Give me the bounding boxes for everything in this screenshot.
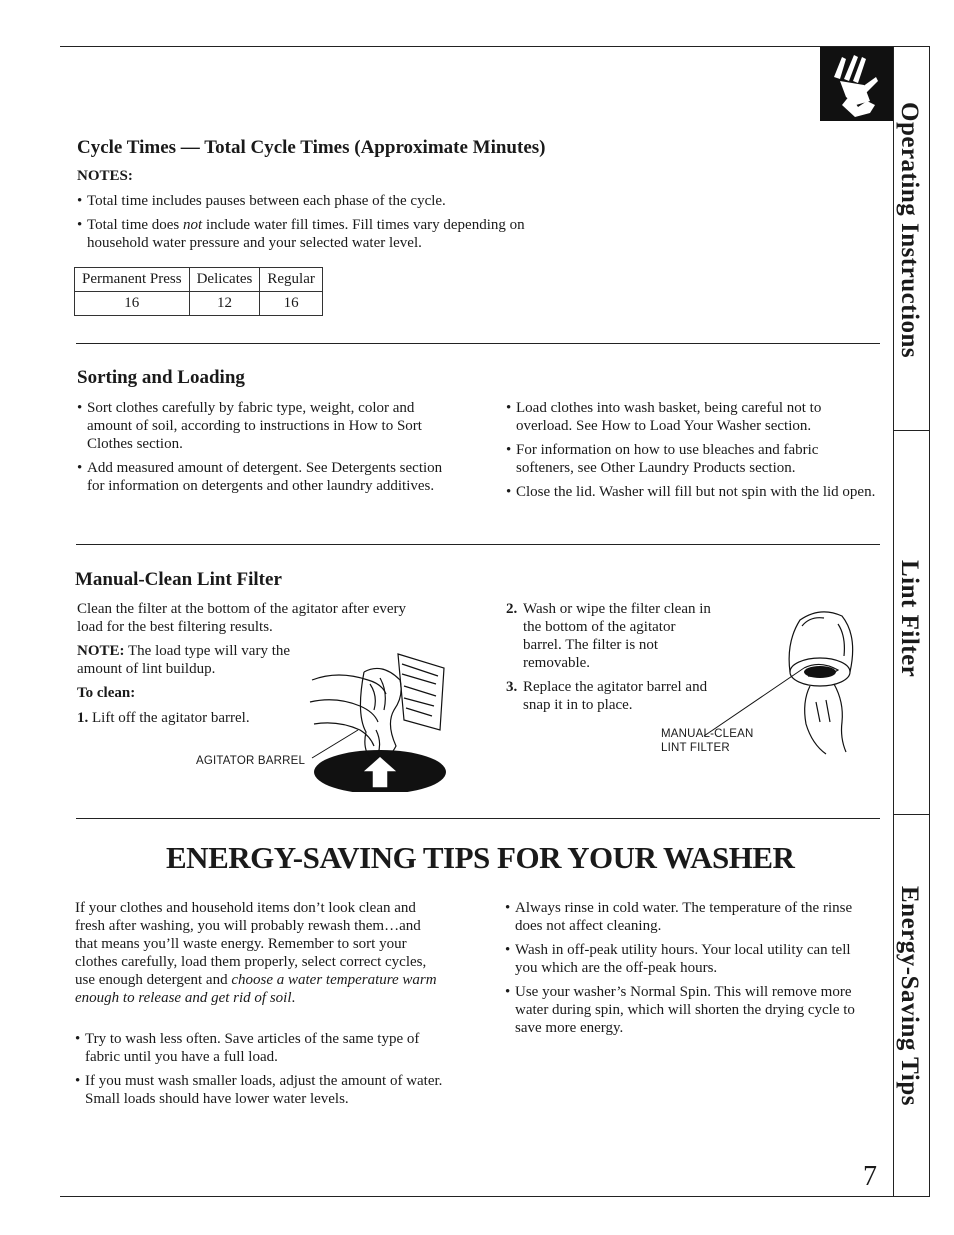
list-item: • Use your washer’s Normal Spin. This will remove more water during spin, which will shorten the drying cycle to save more energy. (505, 983, 865, 1037)
list-item: • Add measured amount of detergent. See Detergents section for information on detergents and other laundry additives. (77, 459, 452, 495)
energy-right-list (505, 899, 865, 1043)
tab-column-left-rule (893, 46, 894, 1196)
notes-label: NOTES: (77, 168, 133, 184)
list-item: • Close the lid. Washer will fill but not spin with the lid open. (506, 483, 876, 501)
cycle-times-table (74, 267, 323, 316)
list-item: • Sort clothes carefully by fabric type, weight, color and amount of soil, according to instructions in How to Sort Clothes section. (77, 399, 452, 453)
section-divider (76, 818, 880, 819)
note-item: • Total time includes pauses between each phase of the cycle. (77, 192, 597, 210)
agitator-leader-line (240, 700, 360, 760)
table-cell: 16 (260, 292, 322, 316)
sorting-heading: Sorting and Loading (77, 367, 245, 388)
note-item: • Total time does not include water fill times. Fill times vary depending on household water pressure and your selected water level. (77, 216, 577, 252)
cycle-notes (77, 192, 597, 258)
table-header-row (75, 268, 323, 292)
tab-operating-instructions: Operating Instructions (896, 102, 923, 359)
section-divider (76, 343, 880, 344)
list-item: • Always rinse in cold water. The temperature of the rinse does not affect cleaning. (505, 899, 865, 935)
sorting-left-list (77, 399, 452, 501)
table-header: Permanent Press (75, 268, 190, 292)
to-clean-label: To clean: (77, 685, 136, 701)
energy-intro: If your clothes and household items don’t look clean and fresh after washing, you will probably rewash them…and that means you’ll waste energy. Remember to sort your clothes carefully, load them properly, select correct cycles, use enough detergent and choose a water temperature warm enough to release and get rid of soil. (75, 900, 437, 1006)
table-header: Delicates (189, 268, 260, 292)
tab-divider-1 (893, 430, 930, 431)
tab-energy-saving-tips: Energy-Saving Tips (896, 886, 923, 1106)
list-item: 2. Wash or wipe the filter clean in the bottom of the agitator barrel. The filter is not removable. (506, 601, 711, 671)
list-item: 3. Replace the agitator barrel and snap it in to place. (506, 679, 708, 713)
tab-column-right-rule (929, 46, 930, 1196)
tab-divider-2 (893, 814, 930, 815)
table-row (75, 292, 323, 316)
tab-lint-filter: Lint Filter (896, 560, 923, 678)
table-cell: 16 (75, 292, 190, 316)
list-item: • Try to wash less often. Save articles of the same type of fabric until you have a full load. (75, 1030, 450, 1066)
lint-filter-heading: Manual-Clean Lint Filter (75, 569, 282, 590)
table-header: Regular (260, 268, 322, 292)
lint-filter-caption: MANUAL-CLEAN LINT FILTER (661, 728, 754, 754)
list-item: • Wash in off-peak utility hours. Your local utility can tell you which are the off-peak hours. (505, 941, 865, 977)
list-item: • For information on how to use bleaches and fabric softeners, see Other Laundry Products section. (506, 441, 876, 477)
agitator-barrel-caption: AGITATOR BARREL (196, 755, 306, 767)
lint-note: NOTE: The load type will vary the amount of lint buildup. (77, 643, 291, 677)
sorting-right-list (506, 399, 876, 507)
cycle-times-heading: Cycle Times — Total Cycle Times (Approximate Minutes) (77, 137, 546, 158)
list-item: • Load clothes into wash basket, being careful not to overload. See How to Load Your Washer section. (506, 399, 876, 435)
lint-intro: Clean the filter at the bottom of the agitator after every load for the best filtering results. (77, 601, 407, 635)
table-cell: 12 (189, 292, 260, 316)
hand-pointer-icon (820, 47, 893, 121)
lint-step-1: 1. Lift off the agitator barrel. (77, 710, 250, 726)
top-rule (60, 46, 930, 47)
bottom-rule (60, 1196, 930, 1197)
energy-tips-title: ENERGY-SAVING TIPS FOR YOUR WASHER (166, 840, 795, 875)
lint-steps-right (506, 600, 711, 720)
section-divider (76, 544, 880, 545)
page-number: 7 (863, 1161, 877, 1192)
energy-left-list (75, 1030, 450, 1114)
list-item: • If you must wash smaller loads, adjust the amount of water. Small loads should have lower water levels. (75, 1072, 450, 1108)
